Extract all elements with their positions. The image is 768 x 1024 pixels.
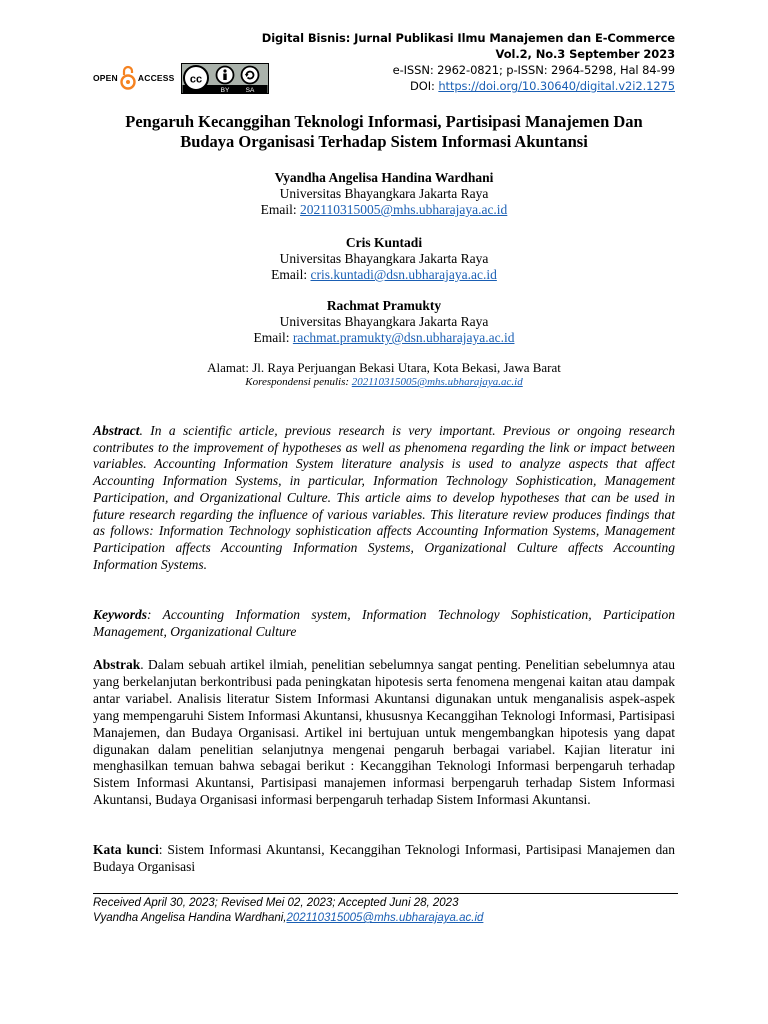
- author-email-line: [93, 267, 675, 283]
- author-email-link[interactable]: 202110315005@mhs.ubharajaya.ac.id: [300, 202, 508, 217]
- doi-line: [205, 78, 675, 94]
- title-line-2: Budaya Organisasi Terhadap Sistem Informasi Akuntansi: [180, 132, 588, 151]
- logos: [93, 62, 269, 94]
- cc-by-sa-license-icon[interactable]: [181, 63, 269, 94]
- author-block: [93, 235, 675, 283]
- author-email-line: [93, 330, 675, 346]
- author-name: Rachmat Pramukty: [326, 298, 442, 313]
- license-by-text: BY: [220, 86, 229, 94]
- journal-title: Digital Bisnis: Jurnal Publikasi Ilmu Manajemen dan E-Commerce: [261, 31, 675, 45]
- abstract-text: . In a scientific article, previous research is very important. Previous or ongoing research contributes to the improvement of hypotheses as well as phenomena regarding the link or impact between variables. Accounting Information System literature analysis is used to analyze aspects that affect Accounting Information Systems, in particular, Information Technology Sophistication, Management Participation, and Organizational Culture. This article aims to develop hypotheses that can be used in future research regarding the influence of various variables. This literature review produces findings that as follows: Information Technology sophistication affects Accounting Information Systems, Management Participation affects Accounting Information Systems, Organizational Culture affects Accounting Information Systems.: [93, 423, 675, 572]
- keywords-label: Keywords: [93, 607, 147, 622]
- journal-header: [205, 30, 675, 94]
- email-label: Email:: [260, 202, 301, 217]
- title-line-1: Pengaruh Kecanggihan Teknologi Informasi, Partisipasi Manajemen Dan: [125, 112, 643, 131]
- kata-kunci-text: : Sistem Informasi Akuntansi, Kecanggihan Teknologi Informasi, Partisipasi Manajemen dan Budaya Organisasi: [93, 842, 676, 874]
- author-affiliation: Universitas Bhayangkara Jakarta Raya: [279, 186, 489, 201]
- keywords-text: : Accounting Information system, Information Technology Sophistication, Participation Management, Organizational Culture: [93, 607, 675, 639]
- author-block: [93, 170, 675, 218]
- address: Alamat: Jl. Raya Perjuangan Bekasi Utara, Kota Bekasi, Jawa Barat: [207, 360, 561, 375]
- email-label: Email:: [271, 267, 311, 282]
- abstract-label: Abstract: [93, 423, 140, 438]
- keywords-english: [93, 607, 675, 640]
- doi-label: DOI:: [410, 79, 439, 93]
- abstract-indonesian: [93, 657, 675, 809]
- issn-pages: e-ISSN: 2962-0821; p-ISSN: 2964-5298, Hal 84-99: [392, 63, 675, 77]
- paper-title: [93, 112, 675, 152]
- footer-author-name: Vyandha Angelisa Handina Wardhani,: [93, 912, 287, 924]
- correspondence-email-link[interactable]: 202110315005@mhs.ubharajaya.ac.id: [351, 376, 523, 388]
- correspondence: [93, 375, 675, 389]
- abstrak-text: . Dalam sebuah artikel ilmiah, penelitian sebelumnya sangat penting. Penelitian sebelumnya atau yang berkelanjutan berkontribusi pada peningkatan hipotesis serta fenomena mengenai kaitan atau dampak antar variabel. Analisis literatur Sistem Informasi Akuntansi digunakan untuk menganalisis aspek-aspek yang mempengaruhi Sistem Informasi Akuntansi, khususnya Kecanggihan Teknologi Informasi, Partisipasi Manajemen, dan Budaya Organisasi. Artikel ini bertujuan untuk mengembangkan hipotesis yang dapat digunakan dalam penelitian selanjutnya mengenai pengaruh berbagai variabel. Kajian literatur ini menghasilkan temuan bahwa sebagai berikut : Kecanggihan Teknologi Informasi berpengaruh terhadap Sistem Informasi Akuntansi, Partisipasi manajemen informasi berpengaruh terhadap Sistem Informasi Akuntansi, Budaya Organisasi informasi berpengaruh terhadap Sistem Informasi Akuntansi.: [93, 657, 675, 808]
- correspondence-label: Korespondensi penulis:: [245, 376, 352, 388]
- author-name: Cris Kuntadi: [345, 235, 423, 250]
- abstract-english: [93, 423, 675, 573]
- volume-issue: Vol.2, No.3 September 2023: [495, 47, 675, 61]
- footer-author-email-link[interactable]: 202110315005@mhs.ubharajaya.ac.id: [286, 912, 484, 924]
- license-sa-text: SA: [245, 86, 254, 94]
- author-block: [93, 298, 675, 346]
- keywords-indonesian: [93, 842, 675, 875]
- svg-text:cc: cc: [189, 73, 202, 85]
- open-access-left-text: OPEN: [93, 73, 118, 83]
- footer-author-line: [93, 911, 678, 926]
- author-email-link[interactable]: rachmat.pramukty@dsn.ubharajaya.ac.id: [292, 330, 515, 345]
- open-access-lock-icon: [120, 65, 136, 91]
- abstrak-label: Abstrak: [93, 657, 141, 672]
- footer-dates: Received April 30, 2023; Revised Mei 02, 2023; Accepted Juni 28, 2023: [93, 897, 459, 909]
- author-email-line: [93, 202, 675, 218]
- doi-link[interactable]: https://doi.org/10.30640/digital.v2i2.1275: [438, 79, 675, 93]
- author-email-link[interactable]: cris.kuntadi@dsn.ubharajaya.ac.id: [310, 267, 497, 282]
- open-access-logo: [93, 65, 175, 91]
- footer-divider: [93, 893, 678, 894]
- author-affiliation: Universitas Bhayangkara Jakarta Raya: [279, 314, 489, 329]
- open-access-right-text: ACCESS: [137, 73, 175, 83]
- author-name: Vyandha Angelisa Handina Wardhani: [274, 170, 494, 185]
- footer: [93, 896, 678, 926]
- kata-kunci-label: Kata kunci: [93, 842, 159, 857]
- email-label: Email:: [253, 330, 293, 345]
- author-affiliation: Universitas Bhayangkara Jakarta Raya: [279, 251, 489, 266]
